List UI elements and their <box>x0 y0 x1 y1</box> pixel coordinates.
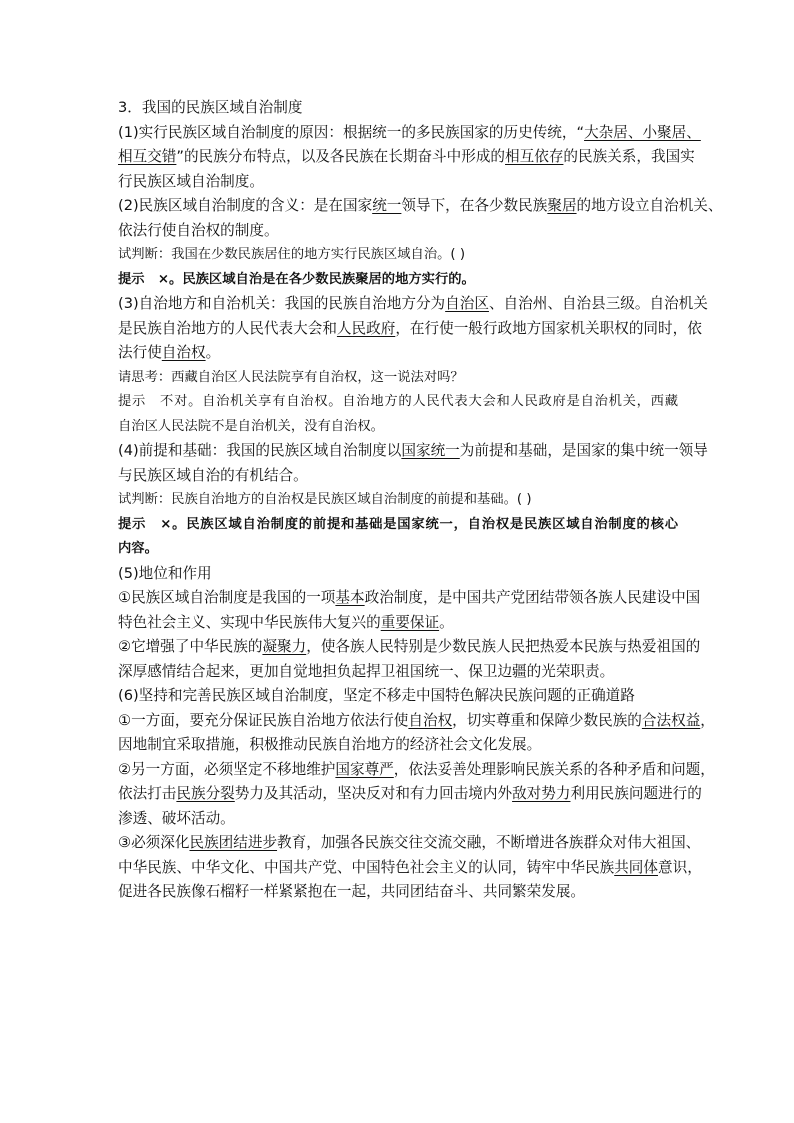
text-line <box>118 635 701 660</box>
text-segment: 为前提和基础，是国家的集中统一领导 <box>459 442 708 459</box>
text-segment: 。 <box>205 344 221 361</box>
text-line <box>118 219 678 244</box>
text-segment: 。 <box>439 613 454 631</box>
text-line <box>118 513 678 538</box>
text-segment: 请思考：西藏自治区人民法院享有自治权，这一说法对吗？ <box>118 369 464 385</box>
underlined-keyword: 国家尊严 <box>335 760 394 778</box>
text-line <box>118 366 678 391</box>
text-segment: (5)地位和作用 <box>118 564 212 582</box>
underlined-keyword: 凝聚力 <box>262 638 307 655</box>
text-line <box>118 782 702 807</box>
underlined-keyword: 大杂居、小聚居、 <box>584 123 701 141</box>
text-line <box>118 268 678 293</box>
text-segment: ， <box>700 711 715 729</box>
text-segment: ，切实尊重和保障少数民族的 <box>452 711 642 729</box>
underlined-keyword: 聚居 <box>547 197 577 214</box>
underlined-keyword: 人民政府 <box>336 319 396 337</box>
text-line <box>118 415 678 440</box>
text-segment: ②它增强了中华民族的 <box>118 638 263 655</box>
text-segment: 提示 不对。自治机关享有自治权。自治地方的人民代表大会和人民政府是自治机关，西藏 <box>118 394 678 409</box>
text-segment: 利用民族问题进行的 <box>570 785 702 802</box>
underlined-keyword: 民族分裂 <box>176 785 235 802</box>
text-segment: 因地制宜采取措施，积极推动民族自治地方的经济社会文化发展。 <box>118 736 542 753</box>
text-line <box>118 807 678 832</box>
underlined-keyword: 自治权 <box>161 344 206 361</box>
underlined-keyword: 基本 <box>335 589 365 606</box>
text-line <box>118 537 678 562</box>
text-line <box>118 856 702 881</box>
text-line <box>118 243 678 268</box>
text-segment: 试判断：我国在少数民族居住的地方实行民族区域自治。( ) <box>118 247 466 262</box>
text-line <box>118 684 678 709</box>
text-segment: 领导下，在各少数民族 <box>401 197 548 214</box>
text-segment: 深厚感情结合起来，更加自觉地担负起捍卫祖国统一、保卫边疆的光荣职责。 <box>118 662 615 680</box>
text-segment: 是民族自治地方的人民代表大会和 <box>118 319 337 337</box>
text-segment: 的地方设立自治机关、 <box>576 197 723 214</box>
text-line <box>118 317 702 342</box>
text-segment: 、自治州、自治县三级。自治机关 <box>488 295 708 312</box>
text-segment: ①民族区域自治制度是我国的一项 <box>118 589 336 606</box>
text-segment: ”的民族分布特点，以及各民族在长期奋斗中形成的 <box>176 148 506 165</box>
underlined-keyword: 共同体 <box>614 858 658 876</box>
underlined-keyword: 自治权 <box>408 711 453 729</box>
text-segment: 提示 ×。民族区域自治制度的前提和基础是国家统一，自治权是民族区域自治制度的核心 <box>118 516 678 532</box>
text-line <box>118 586 701 611</box>
text-line <box>118 880 678 905</box>
text-line <box>118 660 678 685</box>
text-segment: (4)前提和基础：我国的民族区域自治制度以 <box>118 442 402 459</box>
text-segment: ②另一方面，必须坚定不移地维护 <box>118 760 336 778</box>
text-segment: 依法行使自治权的制度。 <box>118 221 279 239</box>
text-segment: ，依法妥善处理影响民族关系的各种矛盾和问题， <box>393 760 715 778</box>
text-line <box>118 464 678 489</box>
text-segment: 意识， <box>658 858 702 876</box>
text-line <box>118 96 678 121</box>
text-segment: 促进各民族像石榴籽一样紧紧抱在一起，共同团结奋斗、共同繁荣发展。 <box>118 883 586 900</box>
text-segment: 3．我国的民族区域自治制度 <box>118 99 303 116</box>
text-line <box>118 758 715 783</box>
underlined-keyword: 统一 <box>372 197 402 214</box>
text-line <box>118 341 678 366</box>
text-line <box>118 170 678 195</box>
text-segment: (3)自治地方和自治机关：我国的民族自治地方分为 <box>118 295 446 312</box>
text-segment: 政治制度，是中国共产党团结带领各族人民建设中国 <box>364 589 701 606</box>
text-line <box>118 733 678 758</box>
text-segment: 依法打击 <box>118 785 177 802</box>
text-segment: 渗透、破坏活动。 <box>118 809 235 827</box>
underlined-keyword: 民族团结进步 <box>189 834 278 851</box>
text-segment: 中华民族、中华文化、中国共产党、中国特色社会主义的认同，铸牢中华民族 <box>118 858 615 876</box>
text-segment: 试判断：民族自治地方的自治权是民族区域自治制度的前提和基础。( ) <box>118 492 532 507</box>
text-segment: 自治区人民法院不是自治机关，没有自治权。 <box>118 418 384 434</box>
underlined-keyword: 相互交错 <box>118 148 177 165</box>
text-line <box>118 709 715 734</box>
text-line <box>118 145 695 170</box>
text-line <box>118 390 678 415</box>
text-segment: 行民族区域自治制度。 <box>118 172 264 190</box>
underlined-keyword: 自治区 <box>445 295 489 312</box>
text-segment: 特色社会主义、实现中华民族伟大复兴的 <box>118 613 381 631</box>
text-line <box>118 611 678 636</box>
text-segment: 教育，加强各民族交往交流交融，不断增进各族群众对伟大祖国、 <box>277 834 701 851</box>
underlined-keyword: 国家统一 <box>401 442 460 459</box>
text-segment: ，在行使一般行政地方国家机关职权的同时，依 <box>395 319 702 337</box>
text-line <box>118 562 678 587</box>
text-segment: (2)民族区域自治制度的含义：是在国家 <box>118 197 373 214</box>
underlined-keyword: 敌对势力 <box>512 785 571 802</box>
text-segment: 的民族关系，我国实 <box>563 148 695 165</box>
text-line <box>118 488 678 513</box>
text-segment: (6)坚持和完善民族区域自治制度，坚定不移走中国特色解决民族问题的正确道路 <box>118 687 635 704</box>
text-segment: (1)实行民族区域自治制度的原因：根据统一的多民族国家的历史传统，“ <box>118 123 585 141</box>
text-segment: 提示 ×。民族区域自治是在各少数民族聚居的地方实行的。 <box>118 271 475 287</box>
text-line <box>118 439 708 464</box>
text-segment: 与民族区域自治的有机结合。 <box>118 466 308 484</box>
text-segment: 势力及其活动，坚决反对和有力回击境内外 <box>234 785 513 802</box>
text-segment: ③必须深化 <box>118 834 190 851</box>
document-body <box>118 96 723 905</box>
text-line <box>118 121 701 146</box>
text-segment: ，使各族人民特别是少数民族人民把热爱本民族与热爱祖国的 <box>306 638 701 655</box>
text-line <box>118 831 701 856</box>
underlined-keyword: 合法权益 <box>641 711 701 729</box>
text-segment: 内容。 <box>118 541 158 556</box>
text-line <box>118 194 723 219</box>
underlined-keyword: 相互依存 <box>505 148 564 165</box>
underlined-keyword: 重要保证 <box>380 613 440 631</box>
text-segment: 法行使 <box>118 344 162 361</box>
text-segment: ①一方面，要充分保证民族自治地方依法行使 <box>118 711 409 729</box>
text-line <box>118 292 708 317</box>
